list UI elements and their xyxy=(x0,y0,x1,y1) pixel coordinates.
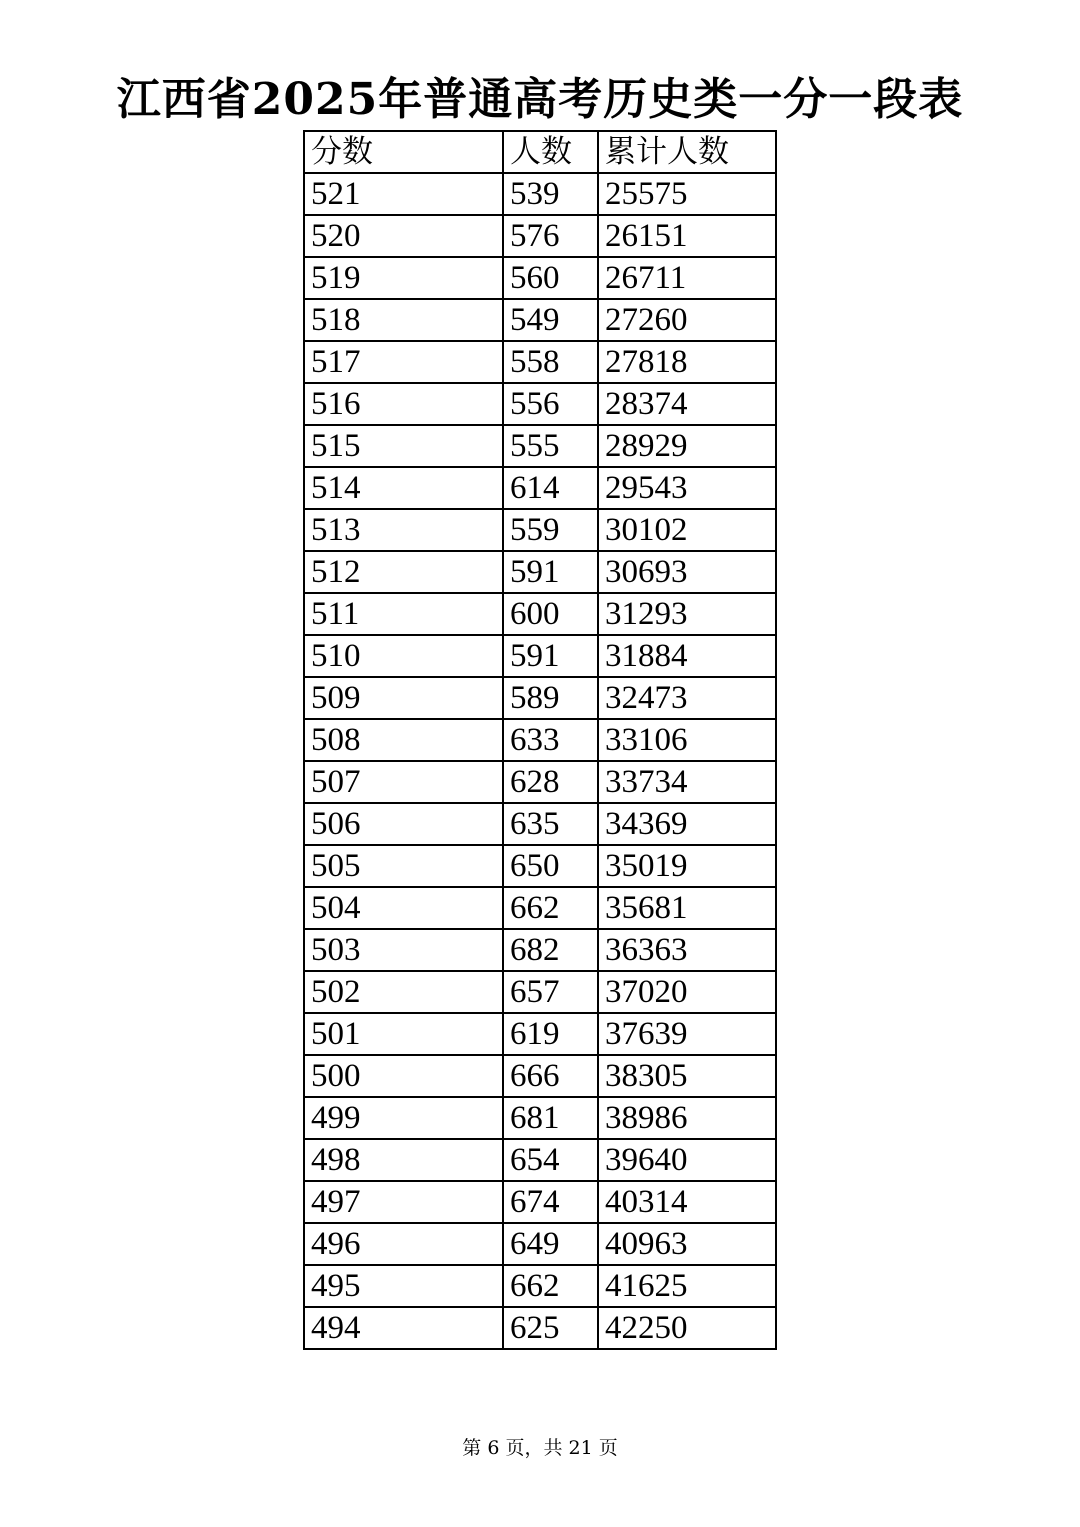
table-row xyxy=(304,1181,776,1223)
cell-count: 681 xyxy=(503,1097,598,1139)
table-row xyxy=(304,635,776,677)
cell-cumulative: 40963 xyxy=(598,1223,776,1265)
cell-score: 510 xyxy=(304,635,503,677)
cell-cumulative: 30102 xyxy=(598,509,776,551)
cell-cumulative: 36363 xyxy=(598,929,776,971)
cell-cumulative: 27260 xyxy=(598,299,776,341)
cell-count: 560 xyxy=(503,257,598,299)
table-row xyxy=(304,299,776,341)
header-count: 人数 xyxy=(503,131,598,173)
table-row xyxy=(304,1223,776,1265)
table-row xyxy=(304,215,776,257)
table-row xyxy=(304,551,776,593)
cell-count: 619 xyxy=(503,1013,598,1055)
table-row xyxy=(304,1097,776,1139)
table-row xyxy=(304,1265,776,1307)
table-row xyxy=(304,383,776,425)
cell-cumulative: 35019 xyxy=(598,845,776,887)
cell-cumulative: 28929 xyxy=(598,425,776,467)
cell-count: 662 xyxy=(503,1265,598,1307)
table-row xyxy=(304,593,776,635)
cell-score: 517 xyxy=(304,341,503,383)
table-row xyxy=(304,257,776,299)
cell-score: 509 xyxy=(304,677,503,719)
cell-cumulative: 41625 xyxy=(598,1265,776,1307)
cell-cumulative: 26711 xyxy=(598,257,776,299)
cell-cumulative: 35681 xyxy=(598,887,776,929)
cell-cumulative: 42250 xyxy=(598,1307,776,1349)
cell-score: 521 xyxy=(304,173,503,215)
cell-count: 589 xyxy=(503,677,598,719)
page-footer: 第 6 页，共 21 页 xyxy=(462,1437,618,1459)
table-row xyxy=(304,677,776,719)
header-cumulative: 累计人数 xyxy=(598,131,776,173)
cell-count: 662 xyxy=(503,887,598,929)
cell-score: 502 xyxy=(304,971,503,1013)
cell-score: 512 xyxy=(304,551,503,593)
table-row xyxy=(304,845,776,887)
score-table xyxy=(303,130,777,1350)
cell-count: 674 xyxy=(503,1181,598,1223)
table-row xyxy=(304,761,776,803)
cell-cumulative: 32473 xyxy=(598,677,776,719)
cell-score: 503 xyxy=(304,929,503,971)
cell-count: 600 xyxy=(503,593,598,635)
cell-cumulative: 38305 xyxy=(598,1055,776,1097)
cell-cumulative: 29543 xyxy=(598,467,776,509)
table-row xyxy=(304,971,776,1013)
cell-count: 633 xyxy=(503,719,598,761)
cell-count: 556 xyxy=(503,383,598,425)
cell-score: 507 xyxy=(304,761,503,803)
cell-count: 649 xyxy=(503,1223,598,1265)
table-row xyxy=(304,509,776,551)
cell-cumulative: 39640 xyxy=(598,1139,776,1181)
header-score: 分数 xyxy=(304,131,503,173)
cell-cumulative: 37020 xyxy=(598,971,776,1013)
cell-score: 520 xyxy=(304,215,503,257)
cell-cumulative: 30693 xyxy=(598,551,776,593)
cell-count: 539 xyxy=(503,173,598,215)
cell-count: 591 xyxy=(503,635,598,677)
cell-score: 508 xyxy=(304,719,503,761)
cell-cumulative: 33734 xyxy=(598,761,776,803)
cell-cumulative: 34369 xyxy=(598,803,776,845)
cell-count: 625 xyxy=(503,1307,598,1349)
table-row xyxy=(304,341,776,383)
cell-score: 511 xyxy=(304,593,503,635)
cell-cumulative: 37639 xyxy=(598,1013,776,1055)
cell-cumulative: 26151 xyxy=(598,215,776,257)
cell-score: 496 xyxy=(304,1223,503,1265)
cell-count: 657 xyxy=(503,971,598,1013)
table-body xyxy=(304,173,776,1349)
cell-cumulative: 31884 xyxy=(598,635,776,677)
cell-score: 500 xyxy=(304,1055,503,1097)
page-title: 江西省2025年普通高考历史类一分一段表 xyxy=(116,74,964,125)
cell-score: 505 xyxy=(304,845,503,887)
table-row xyxy=(304,719,776,761)
cell-cumulative: 33106 xyxy=(598,719,776,761)
cell-cumulative: 31293 xyxy=(598,593,776,635)
cell-count: 555 xyxy=(503,425,598,467)
table-row xyxy=(304,887,776,929)
table-row xyxy=(304,1055,776,1097)
table-row xyxy=(304,1139,776,1181)
cell-count: 654 xyxy=(503,1139,598,1181)
cell-score: 494 xyxy=(304,1307,503,1349)
cell-count: 628 xyxy=(503,761,598,803)
cell-score: 495 xyxy=(304,1265,503,1307)
cell-count: 682 xyxy=(503,929,598,971)
cell-count: 576 xyxy=(503,215,598,257)
table-row xyxy=(304,803,776,845)
cell-cumulative: 40314 xyxy=(598,1181,776,1223)
table-row xyxy=(304,467,776,509)
cell-cumulative: 38986 xyxy=(598,1097,776,1139)
cell-score: 513 xyxy=(304,509,503,551)
cell-score: 499 xyxy=(304,1097,503,1139)
cell-score: 498 xyxy=(304,1139,503,1181)
cell-count: 591 xyxy=(503,551,598,593)
cell-cumulative: 28374 xyxy=(598,383,776,425)
table-row xyxy=(304,425,776,467)
cell-score: 515 xyxy=(304,425,503,467)
table-row xyxy=(304,173,776,215)
cell-count: 635 xyxy=(503,803,598,845)
cell-count: 559 xyxy=(503,509,598,551)
cell-score: 518 xyxy=(304,299,503,341)
cell-score: 497 xyxy=(304,1181,503,1223)
cell-count: 650 xyxy=(503,845,598,887)
cell-score: 519 xyxy=(304,257,503,299)
table-header-row xyxy=(304,131,776,173)
cell-score: 506 xyxy=(304,803,503,845)
cell-score: 516 xyxy=(304,383,503,425)
cell-cumulative: 25575 xyxy=(598,173,776,215)
cell-count: 558 xyxy=(503,341,598,383)
cell-score: 514 xyxy=(304,467,503,509)
cell-score: 501 xyxy=(304,1013,503,1055)
table-row xyxy=(304,929,776,971)
cell-count: 666 xyxy=(503,1055,598,1097)
table-row xyxy=(304,1013,776,1055)
cell-count: 549 xyxy=(503,299,598,341)
table-row xyxy=(304,1307,776,1349)
cell-cumulative: 27818 xyxy=(598,341,776,383)
cell-score: 504 xyxy=(304,887,503,929)
cell-count: 614 xyxy=(503,467,598,509)
